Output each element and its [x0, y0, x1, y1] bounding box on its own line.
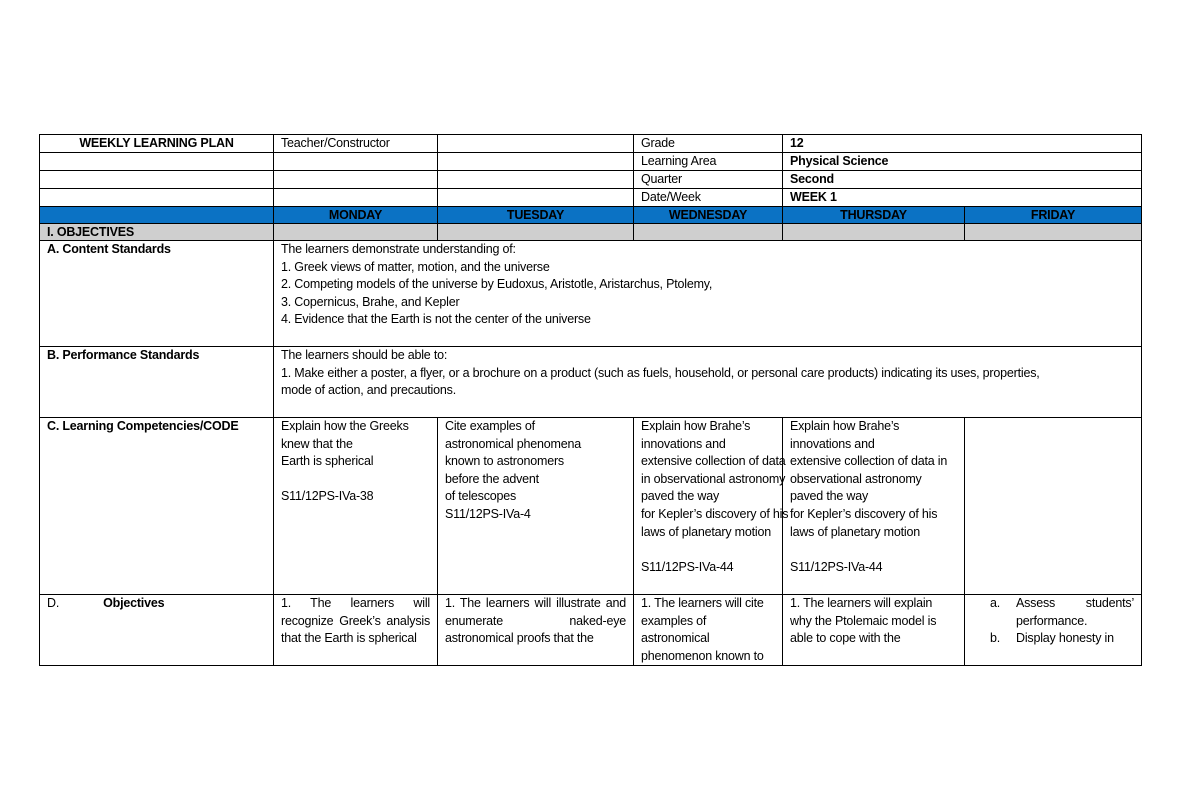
empty-cell [40, 171, 274, 189]
empty-cell [634, 224, 783, 241]
competency-spacer [790, 541, 957, 559]
objective-friday [965, 595, 1142, 666]
empty-cell [40, 189, 274, 207]
competency-code: S11/12PS-IVa-44 [641, 559, 734, 574]
day-header-blank [40, 207, 274, 224]
content-standards-text [274, 241, 1142, 347]
competency-line: Explain how Brahe’s [790, 419, 900, 433]
list-item-text: Display honesty in [1016, 631, 1114, 646]
competency-line: Explain how Brahe’s [641, 419, 751, 433]
competency-line: Cite examples of [445, 419, 535, 433]
performance-standards-text [274, 347, 1142, 418]
competency-line: Explain how the Greeks [281, 419, 409, 433]
objective-tuesday: 1. The learners will illustrate and enumerate naked-eye astronomical proofs that the [438, 595, 634, 666]
date-week-label: Date/Week [634, 189, 783, 207]
performance-standards-row [40, 347, 1142, 418]
competency-line: paved the way [790, 489, 869, 504]
quarter-value: Second [783, 171, 1142, 189]
header-row-1 [40, 135, 1142, 153]
learning-competencies-row [40, 418, 1142, 595]
objectives-label: Objectives [103, 596, 165, 610]
day-friday: FRIDAY [965, 207, 1142, 224]
empty-cell [274, 189, 438, 207]
learning-area-label: Learning Area [634, 153, 783, 171]
competency-tuesday [438, 418, 634, 595]
competency-line: paved the way [641, 489, 720, 504]
competency-spacer [281, 471, 430, 489]
day-header-row [40, 207, 1142, 224]
content-standards-line: The learners demonstrate understanding of: [281, 242, 516, 256]
list-marker: a. [990, 596, 1001, 610]
competency-line: laws of planetary motion [790, 524, 920, 539]
competency-code: S11/12PS-IVa-38 [281, 489, 374, 504]
empty-cell [438, 189, 634, 207]
empty-cell [965, 224, 1142, 241]
empty-cell [40, 153, 274, 171]
competency-thursday [783, 418, 965, 595]
competency-line: extensive collection of data in [790, 454, 948, 469]
date-week-value: WEEK 1 [783, 189, 1142, 207]
header-row-2 [40, 153, 1142, 171]
content-standards-line: 3. Copernicus, Brahe, and Kepler [281, 294, 460, 309]
performance-standards-label: B. Performance Standards [40, 347, 274, 418]
performance-standards-line: 1. Make either a poster, a flyer, or a brochure on a product (such as fuels, household, or personal care products) indicating its uses, properties, [281, 365, 1040, 380]
empty-cell [274, 224, 438, 241]
performance-standards-line: mode of action, and precautions. [281, 383, 456, 398]
quarter-label: Quarter [634, 171, 783, 189]
plan-title: WEEKLY LEARNING PLAN [40, 135, 274, 153]
empty-cell [438, 153, 634, 171]
objectives-heading: I. OBJECTIVES [40, 224, 274, 241]
competency-friday [965, 418, 1142, 595]
day-thursday: THURSDAY [783, 207, 965, 224]
objective-thursday: 1. The learners will explain why the Ptolemaic model is able to cope with the [783, 595, 965, 666]
content-standards-line: 1. Greek views of matter, motion, and the universe [281, 259, 550, 274]
competency-line: laws of planetary motion [641, 524, 771, 539]
competency-line: of telescopes [445, 489, 517, 504]
competency-monday [274, 418, 438, 595]
header-row-4 [40, 189, 1142, 207]
competency-line: knew that the [281, 436, 353, 451]
list-marker: b. [990, 631, 1001, 646]
objective-friday-list [972, 595, 1134, 648]
objectives-row [40, 595, 1142, 666]
teacher-label: Teacher/Constructor [274, 135, 438, 153]
performance-standards-line: The learners should be able to: [281, 348, 448, 362]
objectives-heading-row [40, 224, 1142, 241]
empty-cell [438, 171, 634, 189]
grade-label: Grade [634, 135, 783, 153]
empty-cell [438, 224, 634, 241]
competency-code: S11/12PS-IVa-44 [790, 559, 883, 574]
competency-wednesday [634, 418, 789, 595]
day-monday: MONDAY [274, 207, 438, 224]
competency-line: known to astronomers [445, 454, 564, 469]
objectives-label-letter: D. [47, 596, 60, 610]
learning-competencies-label: C. Learning Competencies/CODE [40, 418, 274, 595]
content-standards-label: A. Content Standards [40, 241, 274, 347]
content-standards-line: 4. Evidence that the Earth is not the center of the universe [281, 312, 591, 327]
competency-line: for Kepler’s discovery of his [641, 506, 789, 521]
empty-cell [274, 153, 438, 171]
competency-line: for Kepler’s discovery of his [790, 506, 938, 521]
header-row-3 [40, 171, 1142, 189]
content-standards-row [40, 241, 1142, 347]
competency-code: S11/12PS-IVa-4 [445, 506, 531, 521]
objectives-label-cell [40, 595, 274, 666]
weekly-learning-plan-table-container [39, 134, 1141, 663]
teacher-value [438, 135, 634, 153]
grade-value: 12 [783, 135, 1142, 153]
day-tuesday: TUESDAY [438, 207, 634, 224]
empty-cell [783, 224, 965, 241]
empty-cell [274, 171, 438, 189]
competency-line: extensive collection of data [641, 454, 786, 469]
weekly-learning-plan-table [39, 134, 1142, 666]
learning-area-value: Physical Science [783, 153, 1142, 171]
list-item-text: Assess students’ performance. [1016, 596, 1135, 628]
competency-line: astronomical phenomena [445, 436, 581, 451]
competency-line: in observational astronomy [641, 471, 786, 486]
competency-line: observational astronomy [790, 471, 922, 486]
objective-monday: 1. The learners will recognize Greek’s analysis that the Earth is spherical [274, 595, 438, 666]
competency-line: innovations and [790, 436, 875, 451]
competency-line: before the advent [445, 471, 539, 486]
content-standards-line: 2. Competing models of the universe by Eudoxus, Aristotle, Aristarchus, Ptolemy, [281, 277, 713, 292]
objective-wednesday: 1. The learners will cite examples of astronomical phenomenon known to [634, 595, 783, 666]
competency-line: Earth is spherical [281, 454, 374, 469]
competency-spacer [641, 541, 775, 559]
day-wednesday: WEDNESDAY [634, 207, 783, 224]
competency-line: innovations and [641, 436, 726, 451]
